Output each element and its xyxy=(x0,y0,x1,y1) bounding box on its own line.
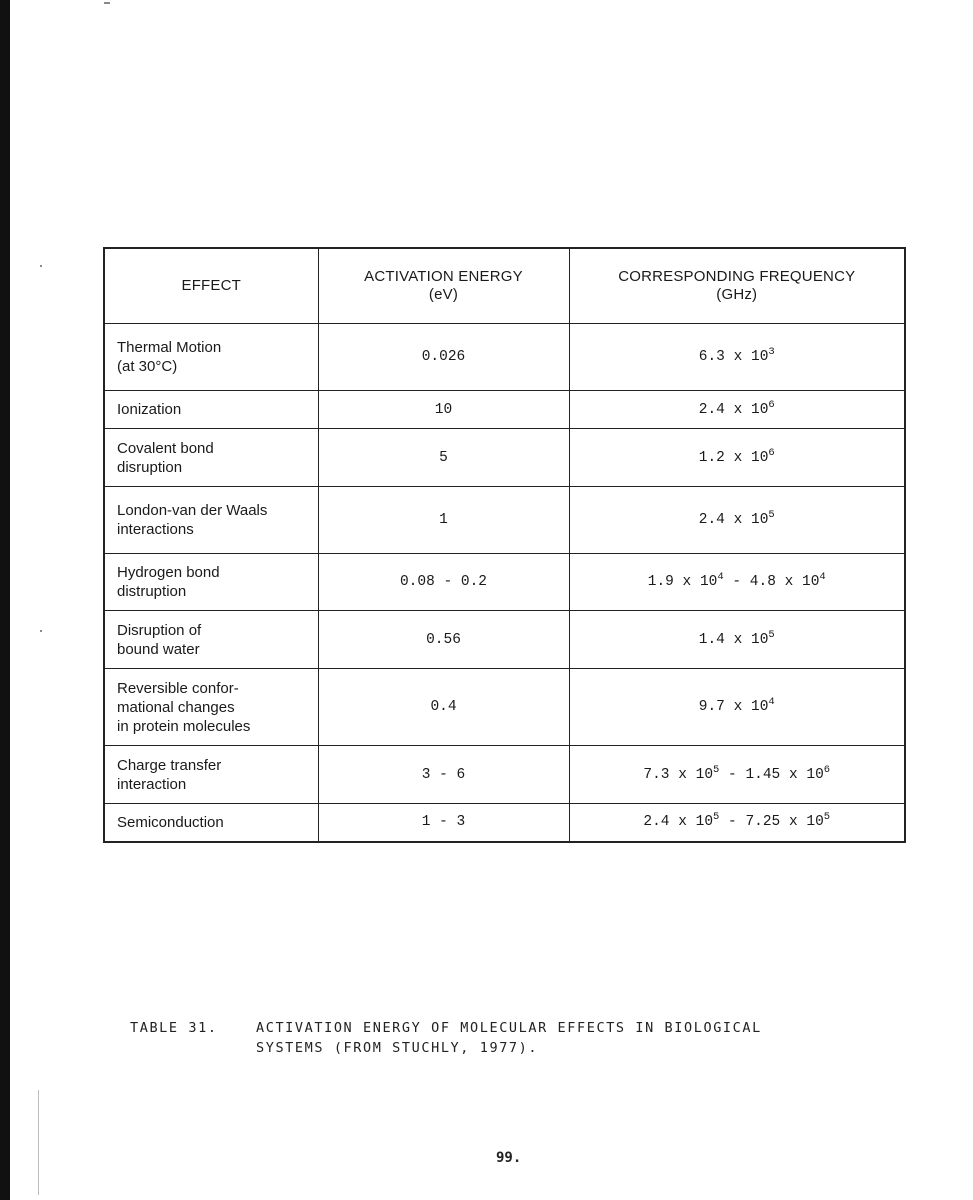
page-number: 99. xyxy=(496,1150,522,1166)
table-row xyxy=(104,487,905,554)
effect-line: distruption xyxy=(117,583,187,600)
effect-cell xyxy=(104,804,318,842)
scan-edge-bar xyxy=(0,0,10,1200)
effect-line: mational changes xyxy=(117,698,235,716)
scan-speck xyxy=(104,2,110,4)
frequency-exponent: 5 xyxy=(823,811,831,824)
frequency-exponent: 5 xyxy=(768,628,775,641)
effect-line: Charge transfer xyxy=(117,756,222,774)
effect-line: Covalent bond xyxy=(117,439,214,457)
frequency-cell xyxy=(569,804,905,842)
frequency-cell xyxy=(569,487,905,554)
effect-line: London-van der Waals xyxy=(117,502,268,519)
effect-cell xyxy=(104,391,318,429)
effect-cell xyxy=(104,746,318,804)
caption-label: TABLE 31. xyxy=(130,1020,218,1036)
frequency-cell xyxy=(569,429,905,487)
table-row xyxy=(104,746,905,804)
table-row xyxy=(104,429,905,487)
effect-line: bound water xyxy=(117,640,200,658)
activation-energy-cell: 5 xyxy=(318,429,569,487)
frequency-exponent: 5 xyxy=(713,811,720,824)
effect-line: Hydrogen bond xyxy=(117,564,220,581)
table-row xyxy=(104,391,905,429)
frequency-mantissa: 1.4 x 10 xyxy=(698,631,769,648)
activation-energy-cell: 1 - 3 xyxy=(318,804,569,842)
header-activation-energy: ACTIVATION ENERGY (eV) xyxy=(318,248,569,324)
effect-cell xyxy=(104,429,318,487)
frequency-mantissa: 4.8 x 10 xyxy=(749,574,820,590)
frequency-exponent: 3 xyxy=(768,346,775,358)
effect-line: Reversible confor- xyxy=(117,679,239,697)
frequency-cell xyxy=(569,554,905,611)
frequency-cell xyxy=(569,611,905,669)
table-row xyxy=(104,324,905,391)
effect-cell xyxy=(104,669,318,746)
activation-energy-cell: 0.56 xyxy=(318,611,569,669)
effect-line: Thermal Motion xyxy=(117,339,222,356)
frequency-exponent: 5 xyxy=(713,763,720,776)
activation-energy-cell: 10 xyxy=(318,391,569,429)
effect-line: (at 30°C) xyxy=(117,358,178,375)
frequency-mantissa: 7.25 x 10 xyxy=(745,814,824,831)
table-row xyxy=(104,611,905,669)
frequency-cell xyxy=(569,746,905,804)
header-corresponding-frequency: CORRESPONDING FREQUENCY (GHz) xyxy=(569,248,905,324)
activation-energy-cell: 1 xyxy=(318,487,569,554)
caption-line-1: ACTIVATION ENERGY OF MOLECULAR EFFECTS IN BIOLOGICAL xyxy=(256,1020,762,1036)
effect-cell xyxy=(104,554,318,611)
frequency-mantissa: 6.3 x 10 xyxy=(698,349,769,365)
effect-cell xyxy=(104,487,318,554)
table-header-row xyxy=(104,248,905,324)
effect-line: in protein molecules xyxy=(117,717,251,735)
frequency-mantissa: 9.7 x 10 xyxy=(698,699,769,715)
frequency-exponent: 6 xyxy=(768,398,775,411)
effect-line: Ionization xyxy=(117,401,182,418)
activation-energy-cell: 0.08 - 0.2 xyxy=(318,554,569,611)
frequency-mantissa: 2.4 x 10 xyxy=(643,814,714,831)
frequency-mantissa: 2.4 x 10 xyxy=(698,512,769,528)
scan-speck xyxy=(40,265,42,267)
frequency-mantissa: 2.4 x 10 xyxy=(698,401,769,418)
scan-speck xyxy=(38,1090,39,1195)
frequency-mantissa: 1.2 x 10 xyxy=(698,449,769,466)
effect-line: disruption xyxy=(117,458,183,476)
range-separator: - xyxy=(719,766,746,783)
activation-energy-cell: 3 - 6 xyxy=(318,746,569,804)
frequency-cell xyxy=(569,391,905,429)
effect-cell xyxy=(104,611,318,669)
table-row xyxy=(104,804,905,842)
effect-line: interaction xyxy=(117,775,187,793)
frequency-cell xyxy=(569,669,905,746)
scan-speck xyxy=(40,630,42,632)
frequency-mantissa: 1.45 x 10 xyxy=(745,766,824,783)
effect-cell xyxy=(104,324,318,391)
frequency-exponent: 4 xyxy=(819,571,826,583)
range-separator: - xyxy=(719,814,746,831)
table-caption xyxy=(130,1018,762,1058)
activation-energy-table xyxy=(103,247,906,843)
frequency-exponent: 5 xyxy=(768,509,775,521)
frequency-exponent: 6 xyxy=(823,763,831,776)
frequency-exponent: 4 xyxy=(768,696,775,708)
effect-line: interactions xyxy=(117,521,194,538)
table-body xyxy=(104,324,905,842)
frequency-exponent: 6 xyxy=(768,446,775,459)
frequency-mantissa: 7.3 x 10 xyxy=(643,766,714,783)
frequency-exponent: 4 xyxy=(717,571,724,583)
header-effect: EFFECT xyxy=(104,248,318,324)
activation-energy-cell: 0.4 xyxy=(318,669,569,746)
caption-line-2: SYSTEMS (FROM STUCHLY, 1977). xyxy=(256,1040,539,1056)
range-separator: - xyxy=(723,574,750,590)
frequency-cell xyxy=(569,324,905,391)
frequency-mantissa: 1.9 x 10 xyxy=(647,574,718,590)
table-row xyxy=(104,554,905,611)
effect-line: Semiconduction xyxy=(117,813,224,831)
activation-energy-cell: 0.026 xyxy=(318,324,569,391)
effect-line: Disruption of xyxy=(117,621,202,639)
table-row xyxy=(104,669,905,746)
